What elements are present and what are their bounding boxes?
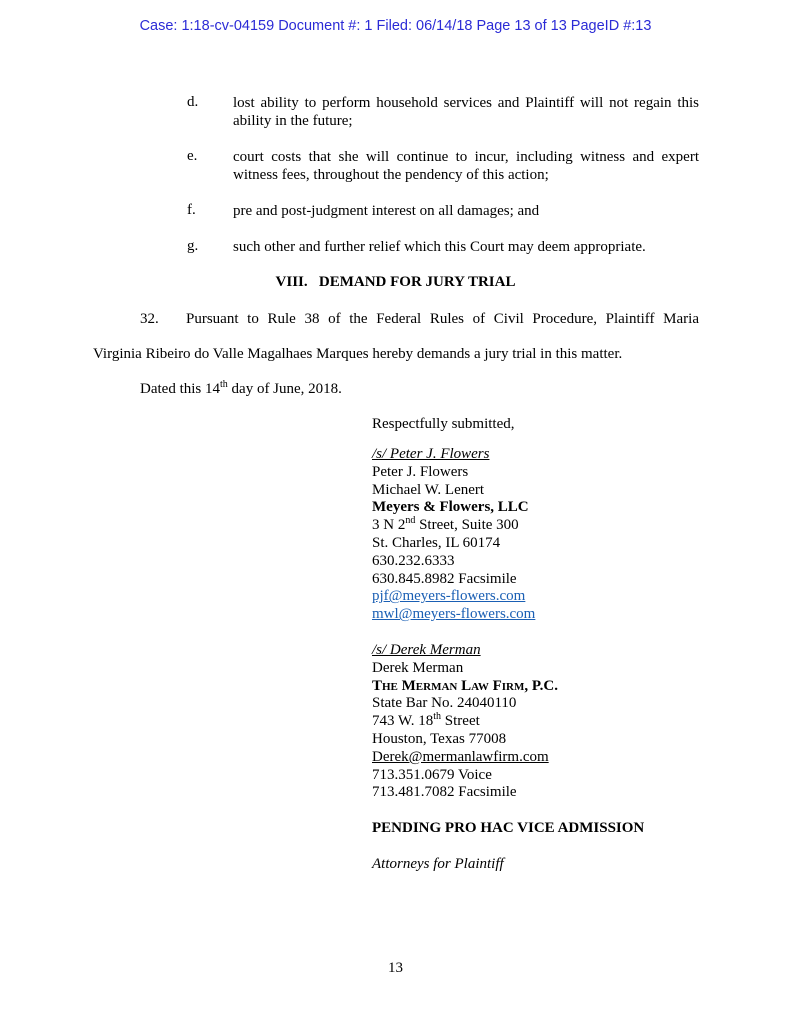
item-f-letter: f. [187, 202, 196, 218]
section-title: DEMAND FOR JURY TRIAL [318, 274, 516, 290]
email-link-mwl[interactable]: mwl@meyers-flowers.com [372, 606, 536, 623]
section-heading [0, 274, 791, 291]
dated-line: Dated this 14th day of June, 2018. [140, 379, 342, 397]
item-e-text [233, 148, 699, 184]
phone: 630.232.6333 [372, 552, 455, 569]
paragraph-32-line1: Pursuant to Rule 38 of the Federal Rules of Civil Procedure, Plaintiff Maria [186, 311, 699, 327]
state-bar-number: State Bar No. 24040110 [372, 695, 517, 712]
firm-name-meyers-flowers: Meyers & Flowers, LLC [372, 499, 529, 516]
item-e-line2: witness fees, throughout the pendency of this action; [233, 167, 549, 183]
item-d-letter: d. [187, 94, 199, 110]
item-e-letter: e. [187, 148, 198, 164]
item-g-text [233, 238, 699, 256]
signature-block-flowers [372, 446, 535, 624]
item-g-line1: such other and further relief which this Court may deem appropriate. [233, 239, 646, 255]
paragraph-32-number: 32. [140, 311, 159, 327]
item-d-text [233, 94, 699, 130]
esignature-merman: /s/ Derek Merman [372, 642, 481, 658]
attorneys-role: Attorneys for Plaintiff [372, 856, 504, 872]
fax: 630.845.8982 Facsimile [372, 570, 517, 587]
case-header: Case: 1:18-cv-04159 Document #: 1 Filed: 06/14/18 Page 13 of 13 PageID #:13 [139, 18, 652, 34]
section-number: VIII. [275, 274, 308, 290]
address-line1: 743 W. 18th Street [372, 711, 480, 730]
item-e-line1: court costs that she will continue to incur, including witness and expert [233, 149, 699, 165]
pending-admission: PENDING PRO HAC VICE ADMISSION [372, 820, 645, 836]
attorney-name-lenert: Michael W. Lenert [372, 481, 485, 498]
email-link-pjf[interactable]: pjf@meyers-flowers.com [372, 588, 526, 605]
item-d-line2: ability in the future; [233, 113, 353, 129]
paragraph-32-line2: Virginia Ribeiro do Valle Magalhaes Marques hereby demands a jury trial in this matter. [93, 346, 623, 362]
signature-block-merman [372, 642, 558, 802]
attorney-name-flowers: Peter J. Flowers [372, 463, 469, 480]
item-g-letter: g. [187, 238, 199, 254]
address-line2: Houston, Texas 77008 [372, 730, 507, 747]
attorney-name-merman: Derek Merman [372, 659, 464, 676]
email-merman[interactable]: Derek@mermanlawfirm.com [372, 748, 549, 765]
item-f-text [233, 202, 699, 220]
firm-name-merman: The Merman Law Firm, P.C. [372, 677, 558, 694]
item-f-line1: pre and post-judgment interest on all damages; and [233, 203, 540, 219]
address-line1: 3 N 2nd Street, Suite 300 [372, 515, 519, 534]
phone: 713.351.0679 Voice [372, 766, 492, 783]
closing: Respectfully submitted, [372, 416, 515, 432]
item-d-line1: lost ability to perform household services and Plaintiff will not regain this [233, 95, 699, 111]
page-number: 13 [388, 960, 403, 976]
esignature-flowers: /s/ Peter J. Flowers [372, 446, 490, 462]
address-line2: St. Charles, IL 60174 [372, 534, 501, 551]
fax: 713.481.7082 Facsimile [372, 784, 517, 801]
